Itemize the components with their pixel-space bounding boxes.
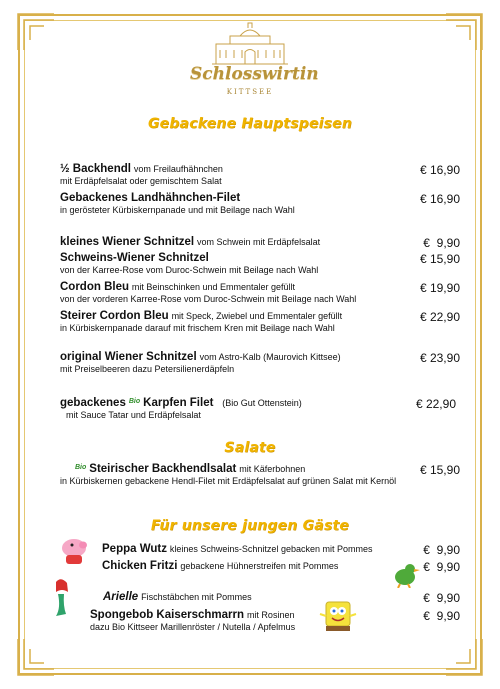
menu-item [60, 192, 460, 215]
item-name: Steirer Cordon Bleu [60, 310, 169, 322]
item-name: kleines Wiener Schnitzel [60, 236, 195, 248]
item-price: € 19,90 [419, 281, 460, 295]
menu-item [102, 591, 460, 603]
item-inline-desc: mit Käferbohnen [239, 464, 306, 474]
menu-item [60, 310, 460, 333]
item-desc: dazu Bio Kittseer Marillenröster / Nutella / Apfelmus [90, 622, 296, 632]
item-price: € 9,90 [423, 560, 460, 574]
item-name: Steirischer Backhendlsalat [89, 463, 237, 475]
item-desc: in Kürbiskernpanade darauf mit frischem Kren mit Beilage nach Wahl [60, 323, 335, 333]
item-name: Gebackenes Landhähnchen-Filet [60, 192, 241, 204]
brand-town: KITTSEE [226, 88, 274, 96]
menu-item [60, 351, 460, 374]
item-price: € 9,90 [423, 591, 460, 605]
item-name: Karpfen Filet [143, 397, 214, 409]
item-price: € 9,90 [423, 543, 460, 557]
menu-item [102, 543, 460, 555]
bio-icon: Bio [75, 464, 87, 471]
menu-item [60, 252, 460, 275]
bio-icon: Bio [128, 398, 141, 405]
item-name: Cordon Bleu [60, 281, 129, 293]
menu-item [60, 236, 460, 248]
item-name: Chicken Fritzi [102, 560, 178, 572]
item-price: € 22,90 [419, 310, 460, 324]
section-title-kinder: Für unsere jungen Gäste [150, 518, 350, 534]
corner-ornament-icon [442, 10, 486, 54]
item-inline-desc: gebackene Hühnerstreifen mit Pommes [180, 561, 339, 571]
item-price: € 9,90 [423, 609, 460, 623]
item-price: € 22,90 [415, 397, 456, 411]
menu-item [60, 281, 460, 304]
item-name: Peppa Wutz [102, 543, 167, 555]
menu-item [102, 560, 460, 572]
item-inline-desc: vom Freilaufhähnchen [133, 164, 223, 174]
item-price: € 16,90 [419, 192, 460, 206]
item-name: Spongebob Kaiserschmarrn [90, 609, 245, 621]
item-price: € 15,90 [419, 463, 460, 477]
menu-item [60, 397, 460, 420]
section-title-salate: Salate [224, 440, 276, 456]
menu-item [90, 609, 460, 632]
item-desc: von der vorderen Karree-Rose vom Duroc-Schwein mit Beilage nach Wahl [60, 294, 357, 304]
item-desc: in Kürbiskernen gebackene Hendl-Filet mit Erdäpfelsalat auf grünen Salat mit Kernöl [60, 476, 397, 486]
item-name: Arielle [103, 591, 139, 603]
item-price: € 16,90 [419, 163, 460, 177]
menu-item [60, 463, 460, 486]
item-inline-desc: mit Speck, Zwiebel und Emmentaler gefüllt [171, 311, 343, 321]
item-inline-desc: vom Schwein mit Erdäpfelsalat [197, 237, 321, 247]
item-price: € 9,90 [423, 236, 460, 250]
item-desc: mit Sauce Tatar und Erdäpfelsalat [66, 410, 201, 420]
item-name: gebackenes [60, 397, 126, 409]
castle-icon [190, 22, 310, 66]
item-inline-desc: mit Rosinen [246, 610, 295, 620]
mermaid-icon [50, 578, 72, 618]
item-inline-desc: vom Astro-Kalb (Maurovich Kittsee) [199, 352, 341, 362]
section-title-hauptspeisen: Gebackene Hauptspeisen [147, 116, 353, 132]
restaurant-logo [190, 22, 319, 104]
item-price: € 15,90 [419, 252, 460, 266]
corner-ornament-icon [442, 635, 486, 679]
item-inline-desc: Fischstäbchen mit Pommes [141, 592, 252, 602]
corner-ornament-icon [14, 10, 58, 54]
menu-item [60, 163, 460, 186]
item-price: € 23,90 [419, 351, 460, 365]
item-inline-desc: (Bio Gut Ottenstein) [222, 398, 302, 408]
brand-name: Schlosswirtin [190, 64, 319, 84]
item-desc: in gerösteter Kürbiskernpanade und mit Beilage nach Wahl [60, 205, 295, 215]
peppa-pig-icon [58, 536, 90, 566]
item-inline-desc: mit Beinschinken und Emmentaler gefüllt [131, 282, 296, 292]
item-name: original Wiener Schnitzel [60, 351, 197, 363]
item-name: Schweins-Wiener Schnitzel [60, 252, 209, 264]
item-desc: von der Karree-Rose vom Duroc-Schwein mit Beilage nach Wahl [60, 265, 319, 275]
item-name: ½ Backhendl [60, 163, 131, 175]
corner-ornament-icon [14, 635, 58, 679]
item-desc: mit Preiselbeeren dazu Petersilienerdäpfeln [60, 364, 235, 374]
item-inline-desc: kleines Schweins-Schnitzel gebacken mit Pommes [169, 544, 373, 554]
item-desc: mit Erdäpfelsalat oder gemischtem Salat [60, 176, 222, 186]
